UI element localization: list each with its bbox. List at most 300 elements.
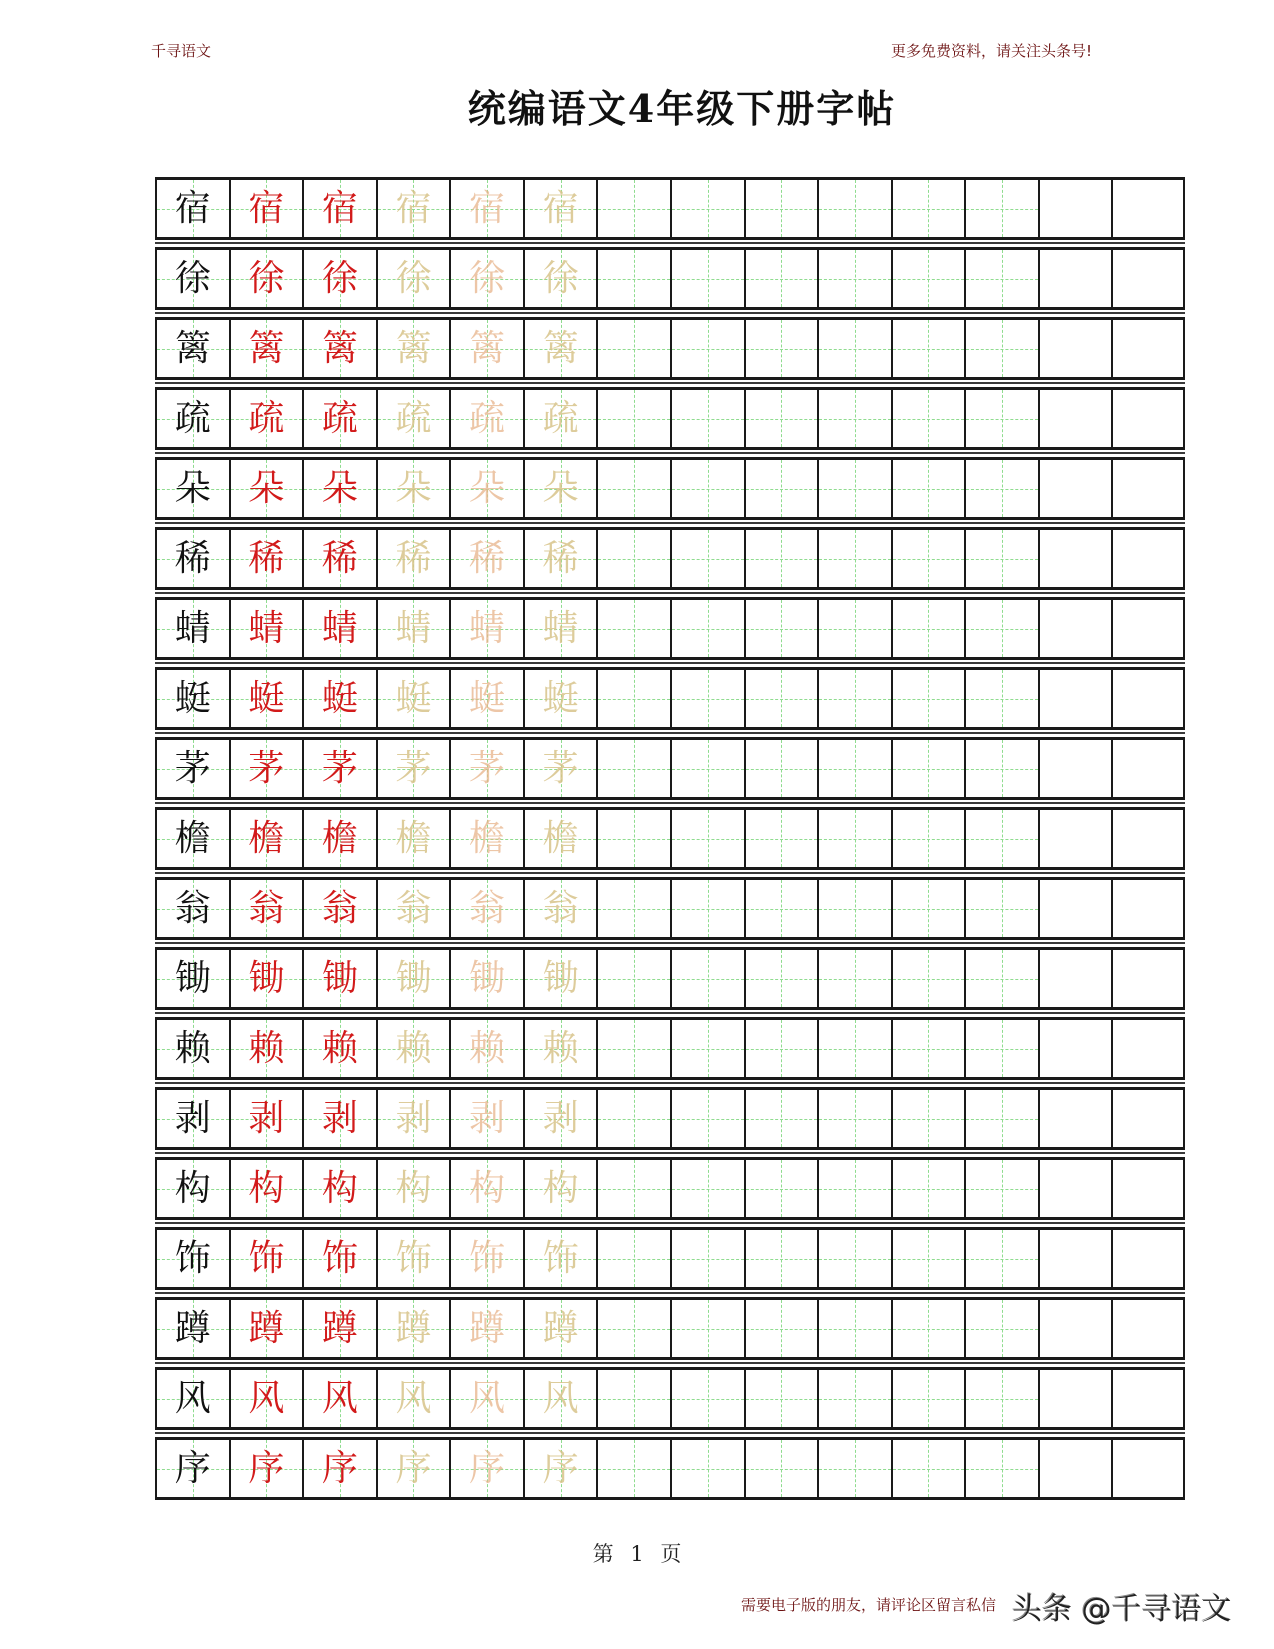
blank-practice-cell xyxy=(891,1160,965,1217)
blank-practice-cell xyxy=(1038,1230,1112,1287)
trace-cell xyxy=(376,1300,450,1357)
trace-cell xyxy=(449,1090,523,1147)
trace-character: 翁 xyxy=(395,887,432,929)
blank-practice-cell xyxy=(891,390,965,447)
red-example-cell xyxy=(229,1300,303,1357)
blank-practice-cell xyxy=(596,390,670,447)
blank-practice-cell xyxy=(817,1300,891,1357)
blank-practice-cell xyxy=(817,740,891,797)
trace-character: 檐 xyxy=(542,817,579,859)
blank-practice-cell xyxy=(891,250,965,307)
trace-character: 蹲 xyxy=(542,1307,579,1349)
model-character: 构 xyxy=(174,1167,211,1209)
blank-practice-cell xyxy=(817,250,891,307)
red-example-character: 蜓 xyxy=(248,677,285,719)
trace-character: 锄 xyxy=(469,957,506,999)
blank-practice-cell xyxy=(817,320,891,377)
model-character-cell xyxy=(155,740,229,797)
trace-character: 蜓 xyxy=(395,677,432,719)
red-example-character: 饰 xyxy=(248,1237,285,1279)
blank-practice-cell xyxy=(670,530,744,587)
blank-practice-cell xyxy=(670,600,744,657)
red-example-cell xyxy=(229,1440,303,1497)
trace-cell xyxy=(449,390,523,447)
model-character: 风 xyxy=(174,1377,211,1419)
model-character: 序 xyxy=(174,1447,211,1489)
blank-practice-cell xyxy=(744,810,818,867)
red-example-cell xyxy=(302,810,376,867)
blank-practice-cell xyxy=(964,180,1038,237)
blank-practice-cell xyxy=(964,810,1038,867)
blank-practice-cell xyxy=(744,320,818,377)
blank-practice-cell xyxy=(1038,670,1112,727)
blank-practice-cell xyxy=(1111,810,1185,867)
red-example-character: 篱 xyxy=(248,327,285,369)
blank-practice-cell xyxy=(1038,880,1112,937)
red-example-cell xyxy=(229,950,303,1007)
red-example-cell xyxy=(229,1230,303,1287)
red-example-character: 徐 xyxy=(321,257,358,299)
blank-practice-cell xyxy=(596,880,670,937)
red-example-character: 蜓 xyxy=(321,677,358,719)
trace-character: 檐 xyxy=(395,817,432,859)
blank-practice-cell xyxy=(1111,740,1185,797)
blank-practice-cell xyxy=(670,1230,744,1287)
blank-practice-cell xyxy=(1038,1020,1112,1077)
practice-grid xyxy=(155,177,1185,1507)
model-character-cell xyxy=(155,670,229,727)
trace-character: 蹲 xyxy=(395,1307,432,1349)
grid-row xyxy=(155,1087,1185,1150)
page-title: 统编语文4年级下册字帖 xyxy=(467,86,897,131)
blank-practice-cell xyxy=(891,1300,965,1357)
model-character: 宿 xyxy=(174,187,211,229)
page-suffix: 页 xyxy=(660,1542,682,1566)
blank-practice-cell xyxy=(964,670,1038,727)
red-example-cell xyxy=(302,320,376,377)
trace-character: 赖 xyxy=(542,1027,579,1069)
blank-practice-cell xyxy=(1111,180,1185,237)
grid-row xyxy=(155,1367,1185,1430)
blank-practice-cell xyxy=(817,1020,891,1077)
trace-character: 序 xyxy=(395,1447,432,1489)
model-character-cell xyxy=(155,810,229,867)
red-example-cell xyxy=(229,180,303,237)
trace-character: 锄 xyxy=(542,957,579,999)
red-example-cell xyxy=(229,740,303,797)
red-example-character: 构 xyxy=(321,1167,358,1209)
trace-cell xyxy=(376,1440,450,1497)
blank-practice-cell xyxy=(596,740,670,797)
header-right-note: 更多免费资料，请关注头条号! xyxy=(891,42,1093,60)
blank-practice-cell xyxy=(817,670,891,727)
trace-cell xyxy=(449,1020,523,1077)
blank-practice-cell xyxy=(817,530,891,587)
model-character-cell xyxy=(155,1370,229,1427)
blank-practice-cell xyxy=(744,1300,818,1357)
trace-cell xyxy=(523,1090,597,1147)
red-example-character: 饰 xyxy=(321,1237,358,1279)
trace-cell xyxy=(376,670,450,727)
red-example-character: 蜻 xyxy=(321,607,358,649)
blank-practice-cell xyxy=(964,1230,1038,1287)
red-example-character: 翁 xyxy=(248,887,285,929)
blank-practice-cell xyxy=(964,1090,1038,1147)
blank-practice-cell xyxy=(1111,670,1185,727)
red-example-character: 风 xyxy=(321,1377,358,1419)
red-example-cell xyxy=(229,390,303,447)
blank-practice-cell xyxy=(744,1090,818,1147)
red-example-character: 徐 xyxy=(248,257,285,299)
blank-practice-cell xyxy=(964,600,1038,657)
red-example-cell xyxy=(229,1370,303,1427)
trace-cell xyxy=(523,810,597,867)
red-example-cell xyxy=(229,1160,303,1217)
model-character: 蜻 xyxy=(174,607,211,649)
model-character-cell xyxy=(155,530,229,587)
blank-practice-cell xyxy=(670,740,744,797)
trace-cell xyxy=(376,950,450,1007)
blank-practice-cell xyxy=(964,460,1038,517)
blank-practice-cell xyxy=(670,1160,744,1217)
blank-practice-cell xyxy=(596,1300,670,1357)
blank-practice-cell xyxy=(817,810,891,867)
red-example-cell xyxy=(302,1230,376,1287)
trace-cell xyxy=(523,600,597,657)
red-example-character: 剥 xyxy=(321,1097,358,1139)
trace-character: 朵 xyxy=(469,467,506,509)
model-character-cell xyxy=(155,950,229,1007)
blank-practice-cell xyxy=(891,1230,965,1287)
blank-practice-cell xyxy=(1038,1370,1112,1427)
blank-practice-cell xyxy=(670,1440,744,1497)
trace-character: 赖 xyxy=(469,1027,506,1069)
red-example-cell xyxy=(302,1300,376,1357)
trace-cell xyxy=(449,460,523,517)
model-character-cell xyxy=(155,250,229,307)
trace-character: 朵 xyxy=(395,467,432,509)
red-example-cell xyxy=(302,390,376,447)
page-prefix: 第 xyxy=(592,1542,614,1566)
red-example-character: 序 xyxy=(248,1447,285,1489)
blank-practice-cell xyxy=(817,180,891,237)
model-character-cell xyxy=(155,600,229,657)
red-example-cell xyxy=(229,810,303,867)
trace-cell xyxy=(376,180,450,237)
trace-character: 蜻 xyxy=(542,607,579,649)
blank-practice-cell xyxy=(596,180,670,237)
model-character-cell xyxy=(155,320,229,377)
red-example-cell xyxy=(302,180,376,237)
blank-practice-cell xyxy=(1038,250,1112,307)
trace-cell xyxy=(449,320,523,377)
blank-practice-cell xyxy=(596,1160,670,1217)
trace-character: 构 xyxy=(395,1167,432,1209)
model-character-cell xyxy=(155,1090,229,1147)
trace-character: 剥 xyxy=(469,1097,506,1139)
blank-practice-cell xyxy=(964,1160,1038,1217)
grid-row xyxy=(155,877,1185,940)
red-example-cell xyxy=(302,250,376,307)
red-example-character: 赖 xyxy=(321,1027,358,1069)
grid-row xyxy=(155,247,1185,310)
trace-cell xyxy=(376,1090,450,1147)
model-character-cell xyxy=(155,390,229,447)
blank-practice-cell xyxy=(1111,1440,1185,1497)
trace-cell xyxy=(376,1020,450,1077)
red-example-cell xyxy=(229,880,303,937)
trace-cell xyxy=(523,740,597,797)
red-example-character: 茅 xyxy=(248,747,285,789)
trace-character: 蜻 xyxy=(395,607,432,649)
blank-practice-cell xyxy=(891,180,965,237)
blank-practice-cell xyxy=(964,250,1038,307)
red-example-character: 檐 xyxy=(248,817,285,859)
blank-practice-cell xyxy=(964,1440,1038,1497)
trace-character: 饰 xyxy=(542,1237,579,1279)
trace-character: 宿 xyxy=(469,187,506,229)
blank-practice-cell xyxy=(817,460,891,517)
blank-practice-cell xyxy=(744,740,818,797)
blank-practice-cell xyxy=(744,390,818,447)
trace-character: 篱 xyxy=(542,327,579,369)
trace-cell xyxy=(376,390,450,447)
blank-practice-cell xyxy=(670,320,744,377)
blank-practice-cell xyxy=(596,1370,670,1427)
blank-practice-cell xyxy=(1111,320,1185,377)
red-example-cell xyxy=(302,1370,376,1427)
blank-practice-cell xyxy=(670,670,744,727)
model-character: 檐 xyxy=(174,817,211,859)
red-example-character: 锄 xyxy=(321,957,358,999)
red-example-character: 宿 xyxy=(321,187,358,229)
blank-practice-cell xyxy=(891,1090,965,1147)
red-example-character: 蹲 xyxy=(248,1307,285,1349)
red-example-cell xyxy=(302,1440,376,1497)
model-character-cell xyxy=(155,1230,229,1287)
red-example-cell xyxy=(302,670,376,727)
blank-practice-cell xyxy=(670,1090,744,1147)
model-character: 疏 xyxy=(174,397,211,439)
trace-cell xyxy=(449,1300,523,1357)
blank-practice-cell xyxy=(670,1370,744,1427)
trace-cell xyxy=(523,530,597,587)
grid-row xyxy=(155,1227,1185,1290)
red-example-character: 稀 xyxy=(248,537,285,579)
blank-practice-cell xyxy=(964,880,1038,937)
trace-character: 茅 xyxy=(542,747,579,789)
blank-practice-cell xyxy=(596,530,670,587)
blank-practice-cell xyxy=(1111,530,1185,587)
trace-cell xyxy=(449,740,523,797)
trace-character: 蜓 xyxy=(469,677,506,719)
trace-cell xyxy=(376,810,450,867)
red-example-cell xyxy=(302,1020,376,1077)
blank-practice-cell xyxy=(1038,1160,1112,1217)
trace-cell xyxy=(523,1300,597,1357)
blank-practice-cell xyxy=(964,1020,1038,1077)
trace-character: 序 xyxy=(469,1447,506,1489)
model-character-cell xyxy=(155,1440,229,1497)
blank-practice-cell xyxy=(891,810,965,867)
blank-practice-cell xyxy=(1111,390,1185,447)
grid-row xyxy=(155,1437,1185,1500)
trace-cell xyxy=(449,1160,523,1217)
blank-practice-cell xyxy=(1038,1300,1112,1357)
blank-practice-cell xyxy=(670,1020,744,1077)
red-example-cell xyxy=(302,600,376,657)
model-character: 锄 xyxy=(174,957,211,999)
blank-practice-cell xyxy=(891,740,965,797)
trace-character: 徐 xyxy=(395,257,432,299)
blank-practice-cell xyxy=(964,390,1038,447)
blank-practice-cell xyxy=(817,1370,891,1427)
blank-practice-cell xyxy=(1038,740,1112,797)
trace-cell xyxy=(523,1440,597,1497)
trace-character: 风 xyxy=(395,1377,432,1419)
trace-cell xyxy=(376,1230,450,1287)
blank-practice-cell xyxy=(744,950,818,1007)
red-example-character: 疏 xyxy=(321,397,358,439)
model-character: 茅 xyxy=(174,747,211,789)
blank-practice-cell xyxy=(891,320,965,377)
blank-practice-cell xyxy=(670,1300,744,1357)
blank-practice-cell xyxy=(1038,320,1112,377)
blank-practice-cell xyxy=(1038,1090,1112,1147)
model-character: 剥 xyxy=(174,1097,211,1139)
blank-practice-cell xyxy=(744,600,818,657)
trace-cell xyxy=(523,670,597,727)
blank-practice-cell xyxy=(891,1440,965,1497)
trace-character: 蜓 xyxy=(542,677,579,719)
blank-practice-cell xyxy=(744,880,818,937)
blank-practice-cell xyxy=(596,1230,670,1287)
red-example-cell xyxy=(229,320,303,377)
model-character: 翁 xyxy=(174,887,211,929)
trace-cell xyxy=(376,250,450,307)
trace-cell xyxy=(449,250,523,307)
red-example-cell xyxy=(302,460,376,517)
red-example-cell xyxy=(229,670,303,727)
trace-character: 剥 xyxy=(542,1097,579,1139)
grid-row xyxy=(155,807,1185,870)
blank-practice-cell xyxy=(1111,460,1185,517)
red-example-cell xyxy=(229,1090,303,1147)
trace-character: 稀 xyxy=(469,537,506,579)
red-example-character: 檐 xyxy=(321,817,358,859)
blank-practice-cell xyxy=(1038,460,1112,517)
trace-character: 篱 xyxy=(469,327,506,369)
blank-practice-cell xyxy=(596,1440,670,1497)
red-example-character: 锄 xyxy=(248,957,285,999)
blank-practice-cell xyxy=(891,880,965,937)
trace-cell xyxy=(523,320,597,377)
trace-cell xyxy=(376,460,450,517)
grid-row xyxy=(155,947,1185,1010)
model-character-cell xyxy=(155,1300,229,1357)
red-example-cell xyxy=(229,460,303,517)
blank-practice-cell xyxy=(596,250,670,307)
red-example-cell xyxy=(302,880,376,937)
trace-cell xyxy=(449,1440,523,1497)
trace-character: 疏 xyxy=(395,397,432,439)
red-example-character: 茅 xyxy=(321,747,358,789)
model-character: 朵 xyxy=(174,467,211,509)
trace-character: 赖 xyxy=(395,1027,432,1069)
blank-practice-cell xyxy=(1111,1230,1185,1287)
trace-cell xyxy=(449,600,523,657)
trace-cell xyxy=(523,1020,597,1077)
model-character: 蜓 xyxy=(174,677,211,719)
red-example-character: 构 xyxy=(248,1167,285,1209)
grid-row xyxy=(155,1017,1185,1080)
blank-practice-cell xyxy=(596,460,670,517)
blank-practice-cell xyxy=(596,320,670,377)
trace-cell xyxy=(376,600,450,657)
blank-practice-cell xyxy=(817,950,891,1007)
blank-practice-cell xyxy=(817,1230,891,1287)
blank-practice-cell xyxy=(670,390,744,447)
trace-cell xyxy=(523,1230,597,1287)
trace-cell xyxy=(523,1370,597,1427)
blank-practice-cell xyxy=(891,1370,965,1427)
red-example-cell xyxy=(302,740,376,797)
trace-cell xyxy=(449,180,523,237)
blank-practice-cell xyxy=(670,180,744,237)
blank-practice-cell xyxy=(1038,810,1112,867)
blank-practice-cell xyxy=(1111,600,1185,657)
red-example-cell xyxy=(229,1020,303,1077)
grid-row xyxy=(155,667,1185,730)
red-example-cell xyxy=(302,950,376,1007)
trace-character: 饰 xyxy=(395,1237,432,1279)
page-number xyxy=(0,1538,1274,1568)
blank-practice-cell xyxy=(1111,250,1185,307)
blank-practice-cell xyxy=(891,600,965,657)
blank-practice-cell xyxy=(891,460,965,517)
blank-practice-cell xyxy=(964,1300,1038,1357)
red-example-cell xyxy=(229,600,303,657)
blank-practice-cell xyxy=(964,530,1038,587)
trace-character: 蹲 xyxy=(469,1307,506,1349)
blank-practice-cell xyxy=(744,460,818,517)
blank-practice-cell xyxy=(1111,1370,1185,1427)
blank-practice-cell xyxy=(1111,1160,1185,1217)
trace-character: 翁 xyxy=(469,887,506,929)
red-example-character: 蜻 xyxy=(248,607,285,649)
grid-row xyxy=(155,1297,1185,1360)
trace-character: 茅 xyxy=(395,747,432,789)
blank-practice-cell xyxy=(670,250,744,307)
blank-practice-cell xyxy=(1038,950,1112,1007)
model-character-cell xyxy=(155,880,229,937)
model-character: 蹲 xyxy=(174,1307,211,1349)
trace-character: 剥 xyxy=(395,1097,432,1139)
blank-practice-cell xyxy=(1038,1440,1112,1497)
model-character: 稀 xyxy=(174,537,211,579)
trace-cell xyxy=(376,1160,450,1217)
trace-character: 蜻 xyxy=(469,607,506,649)
blank-practice-cell xyxy=(596,950,670,1007)
blank-practice-cell xyxy=(817,1440,891,1497)
trace-character: 翁 xyxy=(542,887,579,929)
blank-practice-cell xyxy=(1038,390,1112,447)
page-number-value: 1 xyxy=(630,1542,644,1566)
blank-practice-cell xyxy=(744,1160,818,1217)
blank-practice-cell xyxy=(964,740,1038,797)
blank-practice-cell xyxy=(744,530,818,587)
red-example-character: 宿 xyxy=(248,187,285,229)
